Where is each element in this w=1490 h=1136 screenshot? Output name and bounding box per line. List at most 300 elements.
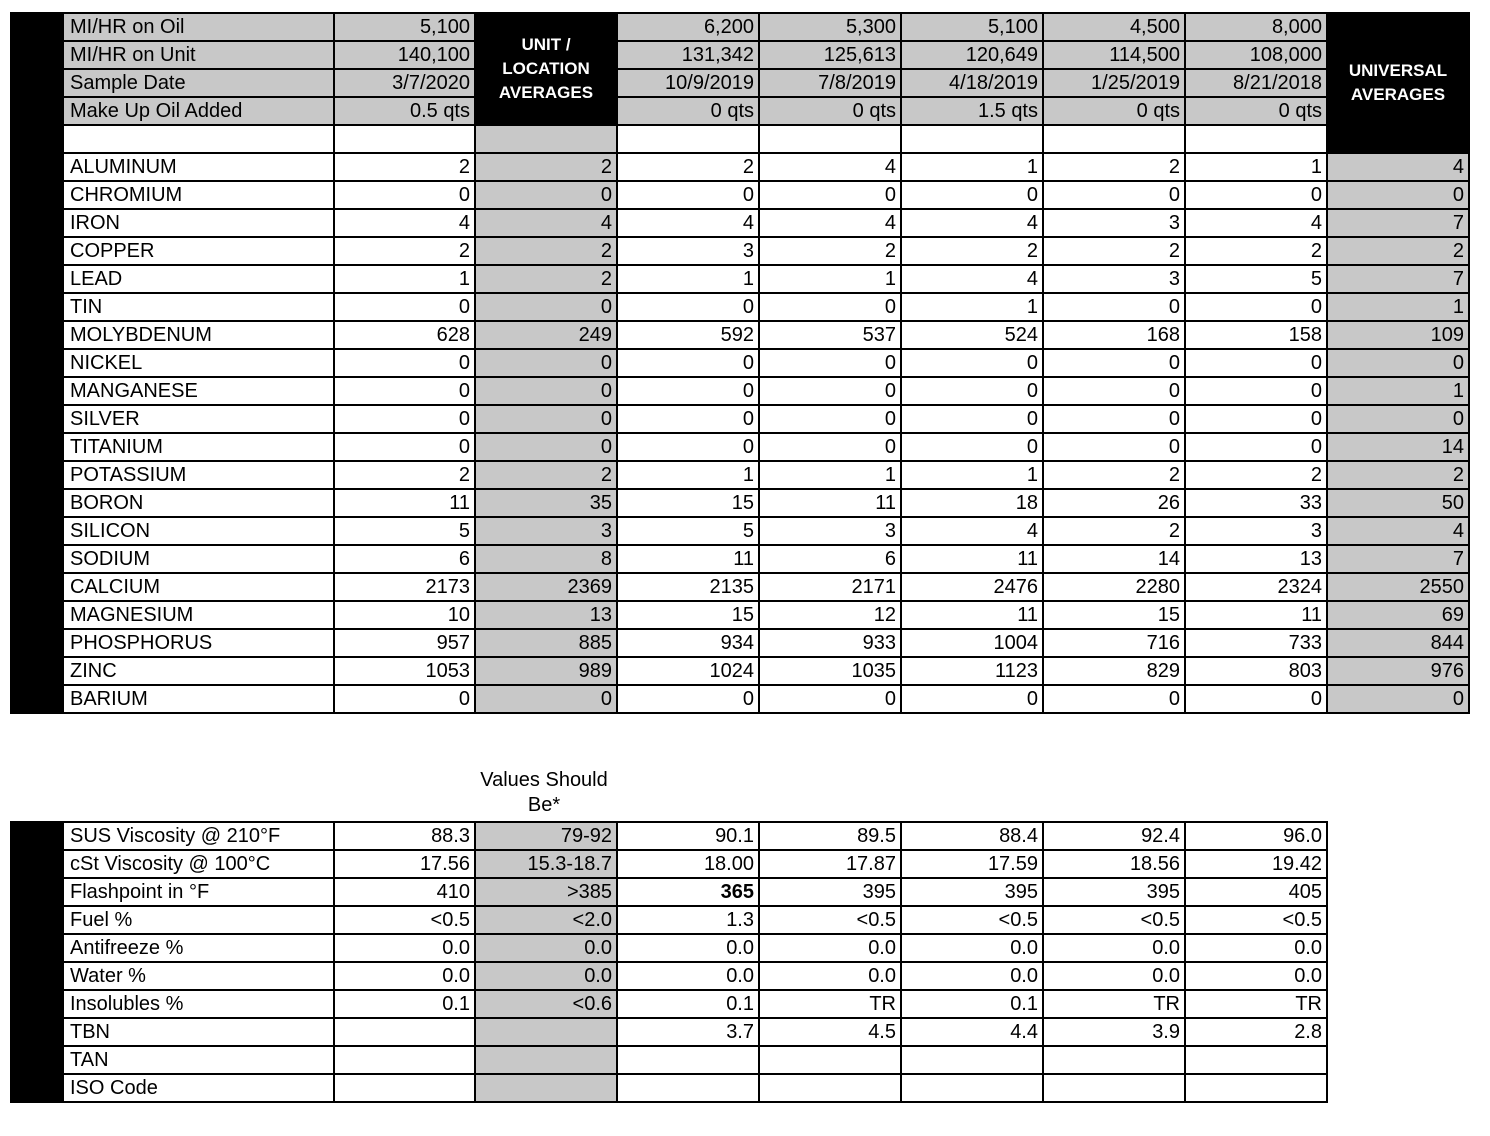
element-history-value: 4 (1185, 209, 1327, 237)
element-history-value: 933 (759, 629, 901, 657)
property-history-value: 405 (1185, 878, 1327, 906)
element-history-value: 0 (759, 685, 901, 713)
property-current-value: 88.3 (334, 822, 475, 850)
property-history-value (1185, 1046, 1327, 1074)
element-universal-average: 0 (1327, 349, 1469, 377)
property-history-value: 92.4 (1043, 822, 1185, 850)
element-universal-average: 4 (1327, 153, 1469, 181)
element-current-value: 2 (334, 153, 475, 181)
element-row (11, 685, 1469, 713)
element-universal-average: 69 (1327, 601, 1469, 629)
element-label: SILICON (63, 517, 334, 545)
element-label: TIN (63, 293, 334, 321)
element-history-value: 1004 (901, 629, 1043, 657)
element-history-value: 1024 (617, 657, 759, 685)
property-history-value: 0.0 (617, 962, 759, 990)
element-universal-average: 0 (1327, 405, 1469, 433)
element-universal-average: 4 (1327, 517, 1469, 545)
element-history-value: 11 (759, 489, 901, 517)
property-should-be: >385 (475, 878, 617, 906)
property-history-value: TR (759, 990, 901, 1018)
element-current-value: 2173 (334, 573, 475, 601)
element-row (11, 349, 1469, 377)
element-unit-average: 0 (475, 349, 617, 377)
property-history-value (901, 1046, 1043, 1074)
element-universal-average: 976 (1327, 657, 1469, 685)
element-history-value: 0 (1185, 685, 1327, 713)
header-value: 5,100 (334, 13, 475, 41)
header-value: 140,100 (334, 41, 475, 69)
element-history-value: 0 (1043, 377, 1185, 405)
element-history-value: 524 (901, 321, 1043, 349)
property-should-be: <2.0 (475, 906, 617, 934)
element-history-value: 2 (1043, 153, 1185, 181)
property-label: ISO Code (63, 1074, 334, 1102)
element-history-value: 5 (1185, 265, 1327, 293)
element-unit-average: 3 (475, 517, 617, 545)
element-history-value: 2 (1043, 517, 1185, 545)
element-universal-average: 844 (1327, 629, 1469, 657)
element-history-value: 14 (1043, 545, 1185, 573)
property-history-value: 0.0 (617, 934, 759, 962)
element-row (11, 237, 1469, 265)
header-value: 0.5 qts (334, 97, 475, 125)
blank-cell (1185, 125, 1327, 153)
element-unit-average: 2 (475, 461, 617, 489)
element-history-value: 5 (617, 517, 759, 545)
property-history-value: <0.5 (759, 906, 901, 934)
property-history-value: 4.5 (759, 1018, 901, 1046)
element-current-value: 0 (334, 293, 475, 321)
element-history-value: 733 (1185, 629, 1327, 657)
element-row (11, 517, 1469, 545)
element-history-value: 33 (1185, 489, 1327, 517)
element-history-value: 2 (1043, 461, 1185, 489)
element-history-value: 15 (617, 489, 759, 517)
property-history-value: 17.87 (759, 850, 901, 878)
element-history-value: 0 (901, 181, 1043, 209)
element-current-value: 628 (334, 321, 475, 349)
header-value: 114,500 (1043, 41, 1185, 69)
property-history-value: 17.59 (901, 850, 1043, 878)
element-current-value: 0 (334, 685, 475, 713)
element-row (11, 629, 1469, 657)
property-row (11, 906, 1327, 934)
element-history-value: 0 (901, 433, 1043, 461)
header-value: 131,342 (617, 41, 759, 69)
header-row (11, 69, 1469, 97)
element-universal-average: 7 (1327, 209, 1469, 237)
property-history-value: 0.0 (1043, 962, 1185, 990)
element-history-value: 0 (1185, 349, 1327, 377)
element-label: COPPER (63, 237, 334, 265)
element-history-value: 0 (1043, 685, 1185, 713)
element-history-value: 0 (759, 405, 901, 433)
element-label: ZINC (63, 657, 334, 685)
header-value: 10/9/2019 (617, 69, 759, 97)
element-history-value: 716 (1043, 629, 1185, 657)
element-history-value: 0 (617, 405, 759, 433)
property-should-be (475, 1046, 617, 1074)
element-history-value: 537 (759, 321, 901, 349)
element-history-value: 0 (901, 685, 1043, 713)
property-history-value (617, 1074, 759, 1102)
header-value: 0 qts (1185, 97, 1327, 125)
element-history-value: 2 (617, 153, 759, 181)
element-universal-average: 0 (1327, 181, 1469, 209)
element-current-value: 0 (334, 405, 475, 433)
element-unit-average: 2 (475, 153, 617, 181)
element-label: CHROMIUM (63, 181, 334, 209)
element-history-value: 1 (901, 293, 1043, 321)
element-unit-average: 13 (475, 601, 617, 629)
element-history-value: 4 (759, 153, 901, 181)
blank-cell (334, 125, 475, 153)
property-current-value: 17.56 (334, 850, 475, 878)
element-history-value: 11 (901, 545, 1043, 573)
element-row (11, 321, 1469, 349)
element-history-value: 18 (901, 489, 1043, 517)
properties-table (10, 821, 1328, 1103)
property-history-value: 0.0 (759, 934, 901, 962)
property-label: Fuel % (63, 906, 334, 934)
element-universal-average: 50 (1327, 489, 1469, 517)
element-history-value: 0 (901, 377, 1043, 405)
element-row (11, 377, 1469, 405)
property-current-value (334, 1046, 475, 1074)
element-unit-average: 885 (475, 629, 617, 657)
property-current-value: 0.0 (334, 934, 475, 962)
element-history-value: 1 (901, 153, 1043, 181)
element-history-value: 12 (759, 601, 901, 629)
element-history-value: 0 (1043, 293, 1185, 321)
property-history-value: 0.1 (901, 990, 1043, 1018)
element-current-value: 11 (334, 489, 475, 517)
element-label: MOLYBDENUM (63, 321, 334, 349)
property-history-value: 0.0 (1043, 934, 1185, 962)
element-universal-average: 109 (1327, 321, 1469, 349)
element-history-value: 3 (1185, 517, 1327, 545)
element-history-value: 0 (617, 349, 759, 377)
property-label: cSt Viscosity @ 100°C (63, 850, 334, 878)
element-history-value: 1 (759, 461, 901, 489)
element-label: MANGANESE (63, 377, 334, 405)
element-history-value: 11 (901, 601, 1043, 629)
element-history-value: 0 (617, 181, 759, 209)
element-history-value: 3 (759, 517, 901, 545)
property-history-value: <0.5 (1043, 906, 1185, 934)
element-history-value: 6 (759, 545, 901, 573)
element-history-value: 11 (617, 545, 759, 573)
element-unit-average: 35 (475, 489, 617, 517)
unit-location-averages-header: UNIT / LOCATION AVERAGES (475, 13, 617, 125)
property-history-value: TR (1043, 990, 1185, 1018)
element-history-value: 4 (901, 517, 1043, 545)
element-unit-average: 2369 (475, 573, 617, 601)
blank-cell (901, 125, 1043, 153)
property-should-be (475, 1074, 617, 1102)
element-history-value: 13 (1185, 545, 1327, 573)
property-label: Insolubles % (63, 990, 334, 1018)
property-history-value: 0.0 (901, 934, 1043, 962)
element-row (11, 209, 1469, 237)
element-unit-average: 0 (475, 433, 617, 461)
property-row (11, 990, 1327, 1018)
element-unit-average: 2 (475, 237, 617, 265)
property-history-value: 3.7 (617, 1018, 759, 1046)
property-label: TBN (63, 1018, 334, 1046)
header-value: 4/18/2019 (901, 69, 1043, 97)
header-row-label: MI/HR on Oil (63, 13, 334, 41)
element-row (11, 461, 1469, 489)
element-row (11, 405, 1469, 433)
element-current-value: 1 (334, 265, 475, 293)
element-universal-average: 2550 (1327, 573, 1469, 601)
header-value: 4,500 (1043, 13, 1185, 41)
element-history-value: 2 (759, 237, 901, 265)
element-label: IRON (63, 209, 334, 237)
element-unit-average: 0 (475, 685, 617, 713)
header-value: 120,649 (901, 41, 1043, 69)
property-current-value: 410 (334, 878, 475, 906)
header-row (11, 13, 1469, 41)
element-history-value: 1 (1185, 153, 1327, 181)
element-current-value: 0 (334, 349, 475, 377)
element-universal-average: 1 (1327, 293, 1469, 321)
header-row (11, 97, 1469, 125)
element-history-value: 0 (617, 685, 759, 713)
header-row-label: Sample Date (63, 69, 334, 97)
property-current-value: <0.5 (334, 906, 475, 934)
header-row-label: MI/HR on Unit (63, 41, 334, 69)
element-label: CALCIUM (63, 573, 334, 601)
element-history-value: 829 (1043, 657, 1185, 685)
element-history-value: 168 (1043, 321, 1185, 349)
element-history-value: 0 (1185, 433, 1327, 461)
element-history-value: 2476 (901, 573, 1043, 601)
property-row (11, 1074, 1327, 1102)
property-history-value: TR (1185, 990, 1327, 1018)
element-row (11, 657, 1469, 685)
element-label: NICKEL (63, 349, 334, 377)
element-history-value: 2280 (1043, 573, 1185, 601)
element-history-value: 4 (759, 209, 901, 237)
element-history-value: 0 (759, 181, 901, 209)
element-label: SILVER (63, 405, 334, 433)
blank-cell (617, 125, 759, 153)
element-label: MAGNESIUM (63, 601, 334, 629)
element-history-value: 0 (759, 293, 901, 321)
element-history-value: 3 (1043, 209, 1185, 237)
element-current-value: 10 (334, 601, 475, 629)
element-history-value: 15 (1043, 601, 1185, 629)
property-current-value (334, 1074, 475, 1102)
header-value: 8,000 (1185, 13, 1327, 41)
element-history-value: 1 (901, 461, 1043, 489)
property-history-value: 18.56 (1043, 850, 1185, 878)
header-value: 8/21/2018 (1185, 69, 1327, 97)
blank-cell (475, 125, 617, 153)
property-current-value (334, 1018, 475, 1046)
element-history-value: 4 (901, 209, 1043, 237)
element-history-value: 0 (1185, 377, 1327, 405)
property-history-value (617, 1046, 759, 1074)
property-history-value: 89.5 (759, 822, 901, 850)
element-history-value: 1 (617, 265, 759, 293)
elements-table (10, 12, 1470, 714)
property-row (11, 962, 1327, 990)
element-history-value: 2324 (1185, 573, 1327, 601)
element-universal-average: 2 (1327, 237, 1469, 265)
element-history-value: 0 (1043, 405, 1185, 433)
element-history-value: 3 (1043, 265, 1185, 293)
header-row (11, 41, 1469, 69)
elements-section-title (11, 13, 63, 713)
element-history-value: 1035 (759, 657, 901, 685)
element-label: POTASSIUM (63, 461, 334, 489)
element-current-value: 0 (334, 433, 475, 461)
element-history-value: 803 (1185, 657, 1327, 685)
property-current-value: 0.0 (334, 962, 475, 990)
property-history-value: 19.42 (1185, 850, 1327, 878)
element-unit-average: 8 (475, 545, 617, 573)
property-history-value (1043, 1046, 1185, 1074)
element-row (11, 265, 1469, 293)
header-value: 1/25/2019 (1043, 69, 1185, 97)
header-value: 0 qts (759, 97, 901, 125)
property-history-value: 18.00 (617, 850, 759, 878)
element-history-value: 0 (617, 433, 759, 461)
element-label: SODIUM (63, 545, 334, 573)
property-history-value (759, 1046, 901, 1074)
element-current-value: 6 (334, 545, 475, 573)
element-unit-average: 4 (475, 209, 617, 237)
property-history-value: 0.0 (901, 962, 1043, 990)
element-history-value: 0 (1043, 349, 1185, 377)
element-unit-average: 249 (475, 321, 617, 349)
property-row (11, 1018, 1327, 1046)
property-history-value: 395 (901, 878, 1043, 906)
header-value: 6,200 (617, 13, 759, 41)
property-should-be: 0.0 (475, 934, 617, 962)
header-value: 125,613 (759, 41, 901, 69)
element-history-value: 2 (901, 237, 1043, 265)
element-universal-average: 1 (1327, 377, 1469, 405)
property-history-value: 0.1 (617, 990, 759, 1018)
property-history-value: 2.8 (1185, 1018, 1327, 1046)
property-label: TAN (63, 1046, 334, 1074)
element-row (11, 489, 1469, 517)
element-current-value: 0 (334, 377, 475, 405)
property-history-value: 0.0 (1185, 962, 1327, 990)
element-history-value: 592 (617, 321, 759, 349)
property-should-be: 79-92 (475, 822, 617, 850)
element-current-value: 1053 (334, 657, 475, 685)
element-history-value: 1 (759, 265, 901, 293)
element-label: BARIUM (63, 685, 334, 713)
property-row (11, 1046, 1327, 1074)
element-unit-average: 989 (475, 657, 617, 685)
element-row (11, 181, 1469, 209)
element-unit-average: 0 (475, 377, 617, 405)
element-history-value: 0 (901, 349, 1043, 377)
header-value: 108,000 (1185, 41, 1327, 69)
element-history-value: 0 (759, 377, 901, 405)
property-label: Flashpoint in °F (63, 878, 334, 906)
element-universal-average: 0 (1327, 685, 1469, 713)
blank-cell (759, 125, 901, 153)
header-value: 1.5 qts (901, 97, 1043, 125)
values-should-be-label: Values Should Be* (480, 769, 608, 816)
element-current-value: 957 (334, 629, 475, 657)
element-row (11, 573, 1469, 601)
property-history-value: 395 (759, 878, 901, 906)
element-history-value: 4 (901, 265, 1043, 293)
element-history-value: 0 (1043, 181, 1185, 209)
element-current-value: 2 (334, 461, 475, 489)
header-value: 7/8/2019 (759, 69, 901, 97)
header-value: 3/7/2020 (334, 69, 475, 97)
property-should-be: <0.6 (475, 990, 617, 1018)
element-universal-average: 14 (1327, 433, 1469, 461)
element-unit-average: 0 (475, 293, 617, 321)
element-unit-average: 0 (475, 405, 617, 433)
property-history-value: 365 (617, 878, 759, 906)
element-current-value: 0 (334, 181, 475, 209)
element-history-value: 1 (617, 461, 759, 489)
property-history-value: <0.5 (901, 906, 1043, 934)
property-row (11, 878, 1327, 906)
property-history-value (1185, 1074, 1327, 1102)
property-should-be: 15.3-18.7 (475, 850, 617, 878)
property-current-value: 0.1 (334, 990, 475, 1018)
element-history-value: 158 (1185, 321, 1327, 349)
element-row (11, 153, 1469, 181)
property-history-value: 88.4 (901, 822, 1043, 850)
property-label: Antifreeze % (63, 934, 334, 962)
property-row (11, 822, 1327, 850)
element-history-value: 0 (759, 349, 901, 377)
property-history-value: 0.0 (759, 962, 901, 990)
blank-cell (1043, 125, 1185, 153)
element-unit-average: 0 (475, 181, 617, 209)
element-current-value: 5 (334, 517, 475, 545)
header-value: 5,300 (759, 13, 901, 41)
element-history-value: 2 (1185, 461, 1327, 489)
property-history-value: <0.5 (1185, 906, 1327, 934)
header-value: 0 qts (1043, 97, 1185, 125)
blank-cell (63, 125, 334, 153)
element-row (11, 601, 1469, 629)
property-row (11, 850, 1327, 878)
element-history-value: 0 (759, 433, 901, 461)
header-row-label: Make Up Oil Added (63, 97, 334, 125)
property-label: SUS Viscosity @ 210°F (63, 822, 334, 850)
property-label: Water % (63, 962, 334, 990)
property-history-value: 395 (1043, 878, 1185, 906)
element-history-value: 0 (1185, 405, 1327, 433)
property-history-value (759, 1074, 901, 1102)
element-history-value: 0 (1043, 433, 1185, 461)
element-label: BORON (63, 489, 334, 517)
header-value: 5,100 (901, 13, 1043, 41)
element-label: LEAD (63, 265, 334, 293)
element-history-value: 0 (1185, 181, 1327, 209)
property-should-be (475, 1018, 617, 1046)
element-history-value: 1123 (901, 657, 1043, 685)
header-value: 0 qts (617, 97, 759, 125)
property-history-value: 0.0 (1185, 934, 1327, 962)
